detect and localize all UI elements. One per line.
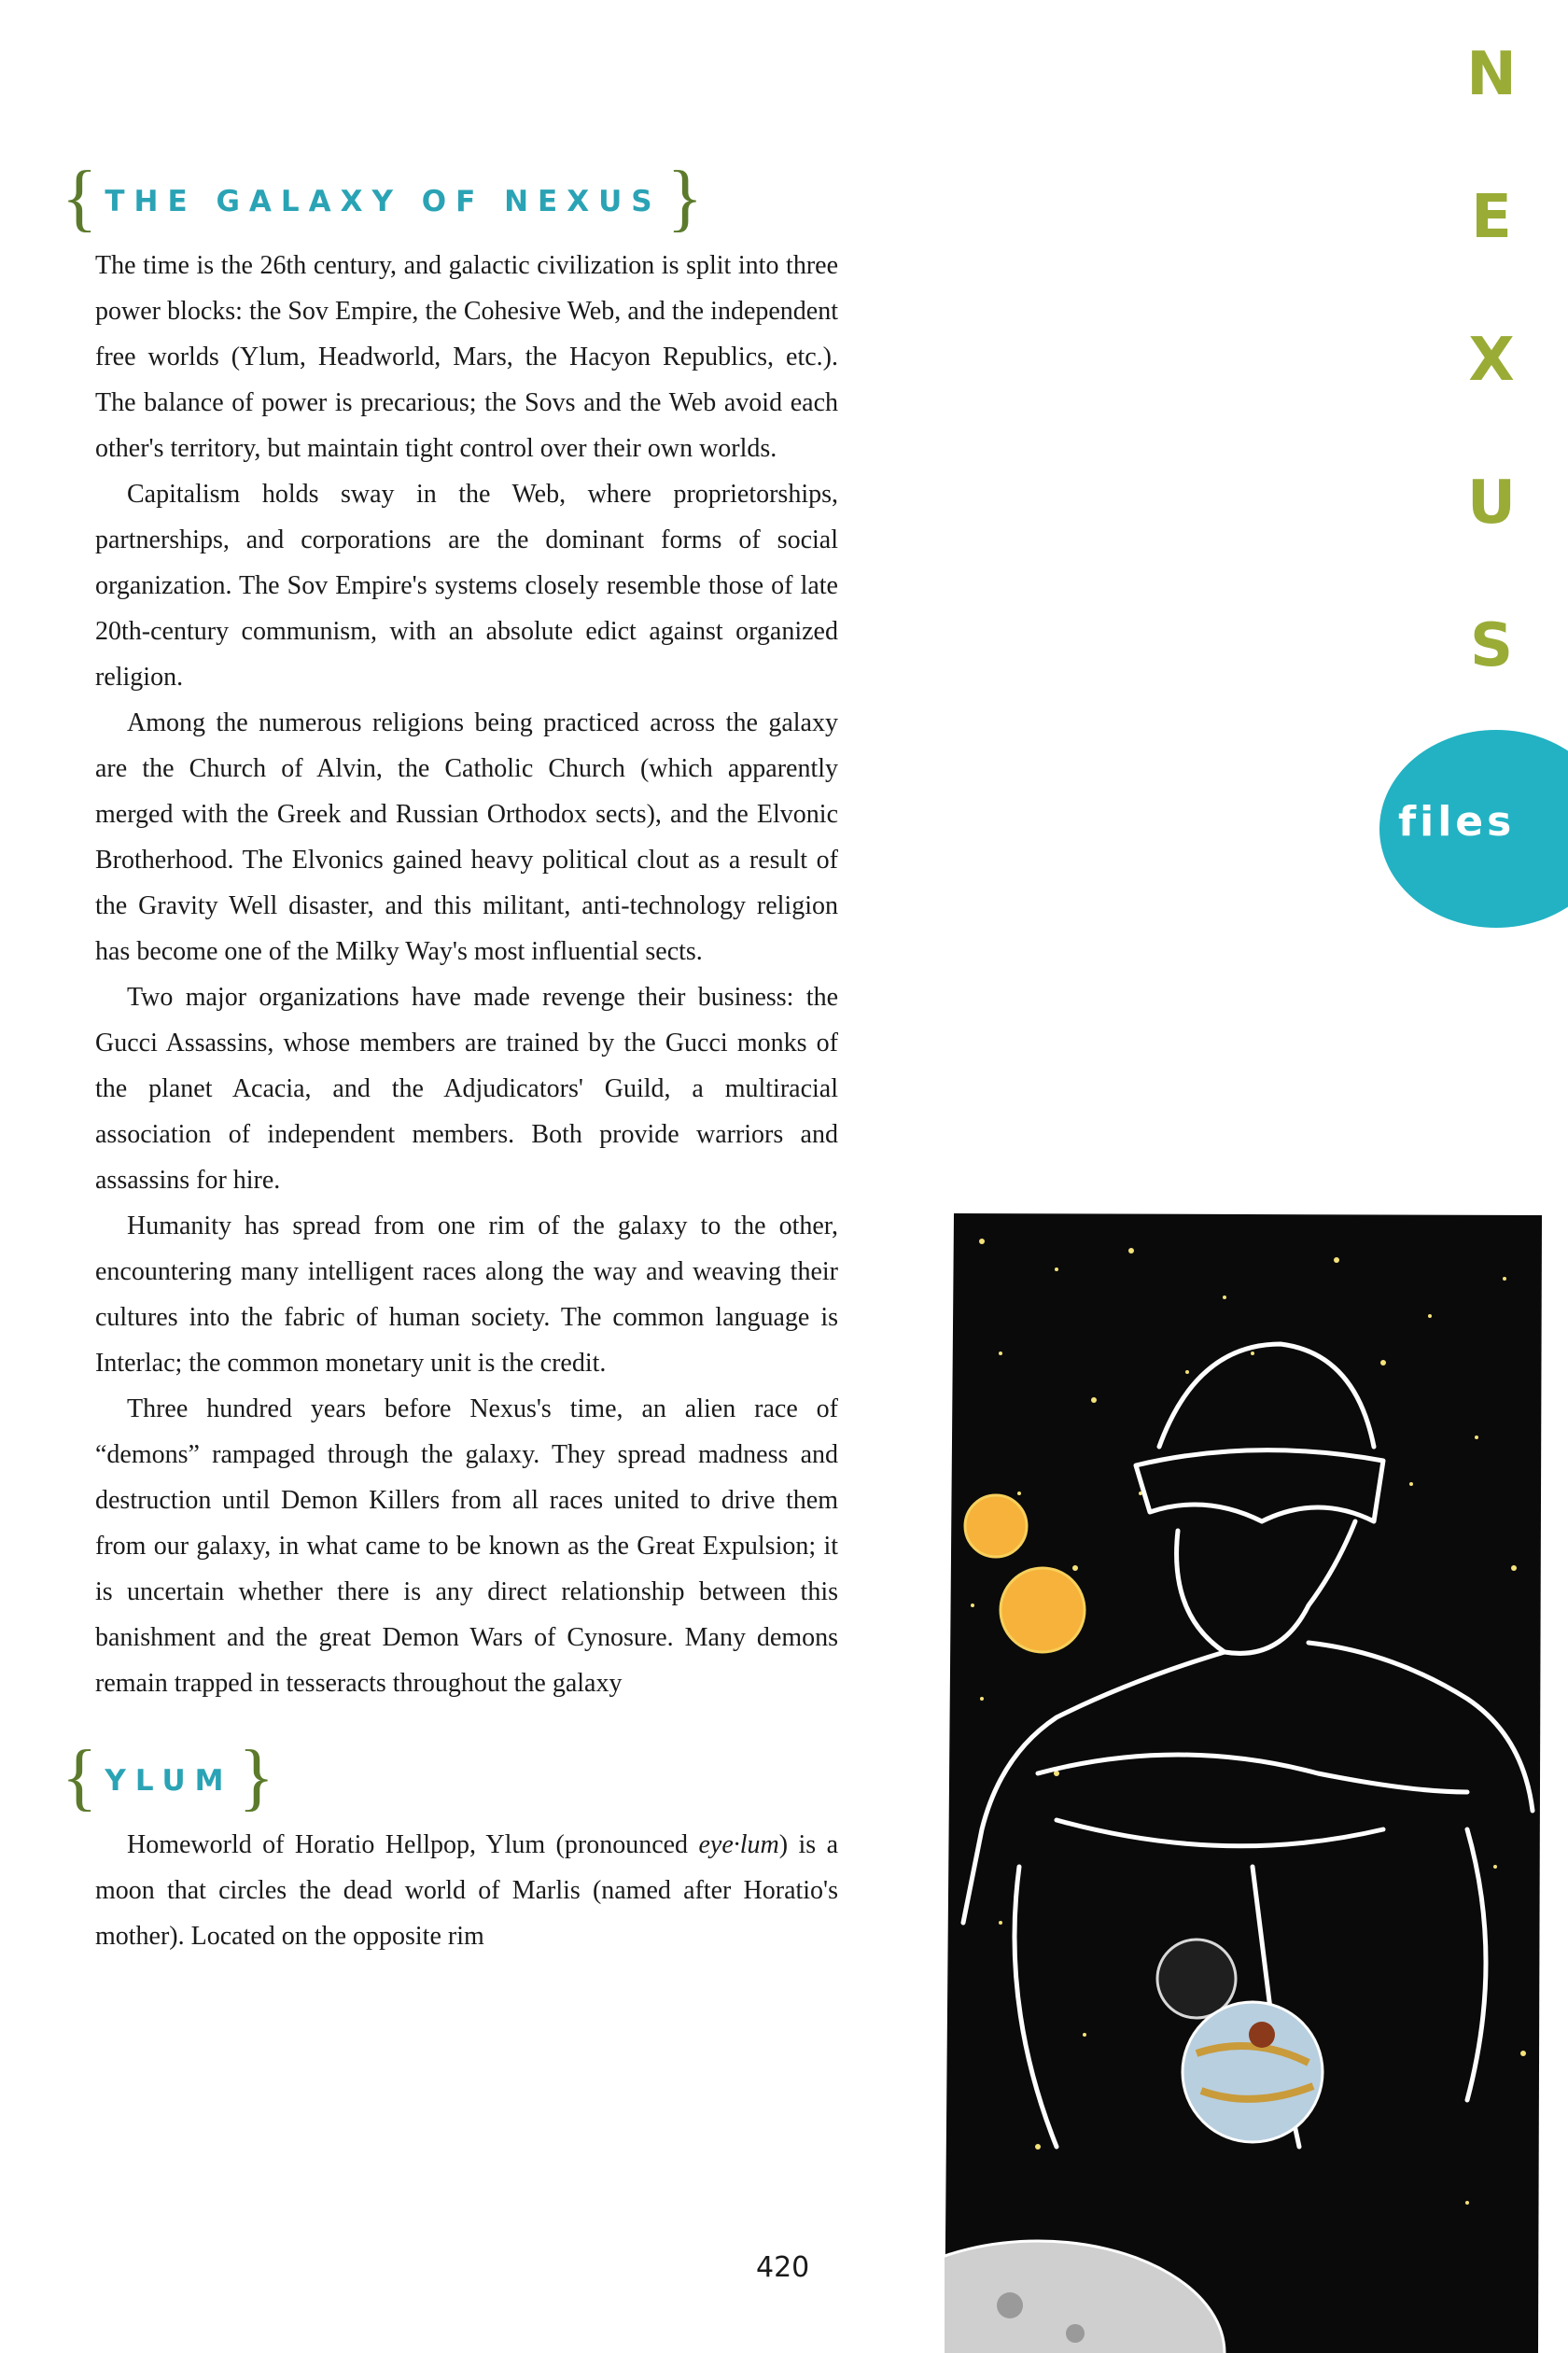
space-background <box>945 1213 1542 2353</box>
close-brace: } <box>238 1736 274 1818</box>
paragraph <box>95 1822 838 1959</box>
main-column <box>62 157 838 1959</box>
nexus-letter: U <box>1467 469 1516 538</box>
ylum-body <box>95 1822 838 1959</box>
heading-text: THE GALAXY OF NEXUS <box>105 185 662 218</box>
nexus-letter: S <box>1469 611 1514 680</box>
paragraph: Two major organizations have made revenge their business: the Gucci Assassins, whose members are trained by the Gucci monks of the planet Acacia, and the Adjudicators' Guild, a multiracial association of independent members. Both provide warriors and assassins for hire. <box>95 983 838 1195</box>
paragraph: The time is the 26th century, and galactic civilization is split into three power blocks: the Sov Empire, the Cohesive Web, and the independent free worlds (Ylum, Headworld, Mars, the Hacyon Republics, etc.). The balance of power is precarious; the Sovs and the Web avoid each other's territory, but maintain tight control over their own worlds. <box>95 251 838 463</box>
pronunciation: eye·lum <box>698 1830 779 1859</box>
section-heading-ylum <box>62 1736 838 1818</box>
nexus-letter: E <box>1471 183 1512 252</box>
close-brace: } <box>666 157 704 239</box>
nexus-space-illustration <box>945 1213 1551 2353</box>
paragraph: Three hundred years before Nexus's time, an alien race of “demons” rampaged through the galaxy. They spread madness and destruction until Demon Killers from all races united to drive them from our galaxy, in what came to be known as the Great Expulsion; it is uncertain whether there is any direct relationship between this banishment and the great Demon Wars of Cynosure. Many demons remain trapped in tesseracts throughout the galaxy <box>95 1394 838 1698</box>
paragraph: Among the numerous religions being practiced across the galaxy are the Church of Alvin, the Catholic Church (which apparently merged with the Greek and Russian Orthodox sects), and the Elvonic Brotherhood. The Elvonics gained heavy political clout as a result of the Gravity Well disaster, and this militant, anti-technology religion has become one of the Milky Way's most influential sects. <box>95 708 838 966</box>
section-heading-galaxy <box>62 157 838 239</box>
ylum-rest: ) is a moon that circles the dead world of Marlis (named after Horatio's mother). Located on the opposite rim <box>95 1830 838 1951</box>
ylum-intro: Homeworld of Horatio Hellpop, Ylum (pronounced <box>127 1830 699 1859</box>
heading-text: YLUM <box>105 1764 233 1798</box>
open-brace: { <box>62 1736 98 1818</box>
files-tab-label: files <box>1398 798 1516 846</box>
page-number: 420 <box>756 2251 810 2284</box>
nexus-vertical-title <box>1461 37 1522 751</box>
nexus-letter: N <box>1466 40 1517 109</box>
open-brace: { <box>62 157 98 239</box>
nexus-letter: X <box>1468 326 1515 395</box>
paragraph: Capitalism holds sway in the Web, where proprietorships, partnerships, and corporations are the dominant forms of social organization. The Sov Empire's systems closely resemble those of late 20th-century communism, with an absolute edict against organized religion. <box>95 480 838 692</box>
paragraph: Humanity has spread from one rim of the galaxy to the other, encountering many intelligent races along the way and weaving their cultures into the fabric of human society. The common language is Interlac; the common monetary unit is the credit. <box>95 1212 838 1378</box>
galaxy-body <box>95 243 838 1706</box>
